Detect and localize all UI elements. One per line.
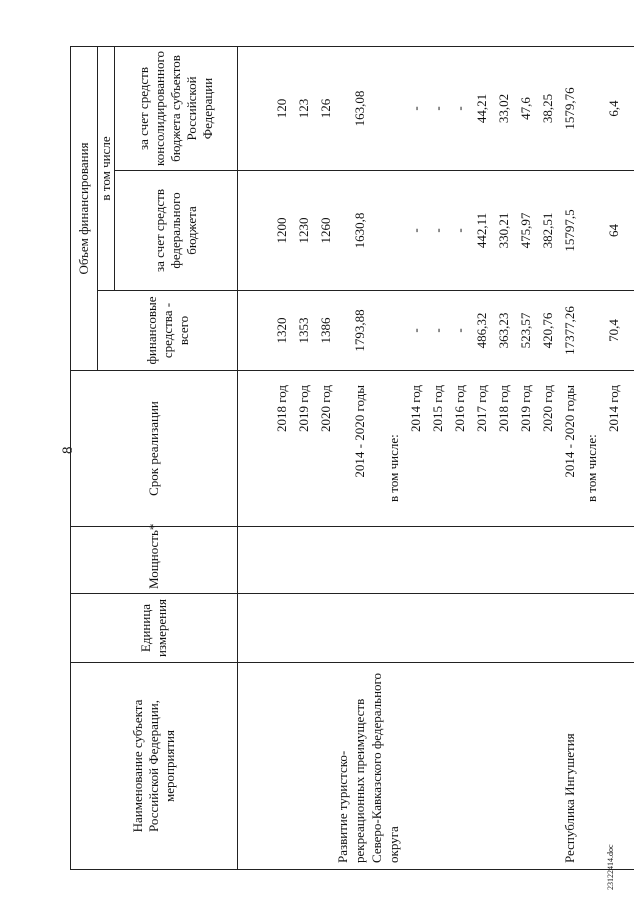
cell-regional: - <box>402 46 424 170</box>
cell-regional: 1579,76 <box>556 46 578 170</box>
cell-federal: 442,11 <box>468 171 490 291</box>
cell-total: - <box>446 291 468 371</box>
cell-regional: 33,02 <box>490 46 512 170</box>
cell-total: 363,23 <box>490 291 512 371</box>
cell-total: - <box>402 291 424 371</box>
table-row <box>290 46 312 869</box>
table-row <box>534 46 556 869</box>
cell-federal: 330,21 <box>490 171 512 291</box>
table-row <box>238 46 269 869</box>
cell-term: 2017 год <box>468 371 490 527</box>
cell-term: 2019 год <box>290 371 312 527</box>
cell-term: 2018 год <box>490 371 512 527</box>
cell-regional: 123 <box>290 46 312 170</box>
cell-total: 1320 <box>268 291 290 371</box>
cell-term: 2018 год <box>268 371 290 527</box>
cell-regional: 6,4 <box>600 46 622 170</box>
table-row <box>600 46 622 869</box>
cell-regional: - <box>446 46 468 170</box>
cell-total: 70,4 <box>600 291 622 371</box>
cell-federal: - <box>446 171 468 291</box>
header-term: Срок реализации <box>71 371 238 527</box>
table-row <box>424 46 446 869</box>
header-capacity: Мощность* <box>71 527 238 594</box>
cell-federal: 1200 <box>268 171 290 291</box>
cell-term: в том числе: <box>578 371 600 527</box>
cell-regional: 120 <box>268 46 290 170</box>
cell-federal: 475,97 <box>512 171 534 291</box>
cell-regional: 47,6 <box>512 46 534 170</box>
cell-regional: 126 <box>312 46 334 170</box>
table-body <box>238 46 635 869</box>
header-federal: за счет средств федерального бюджета <box>115 171 238 291</box>
cell-federal: 64 <box>600 171 622 291</box>
cell-total: 1353 <box>290 291 312 371</box>
cell-federal: 1630,8 <box>334 171 368 291</box>
cell-federal: - <box>424 171 446 291</box>
cell-term: 2020 год <box>534 371 556 527</box>
cell-term: 2016 год <box>446 371 468 527</box>
table-row <box>556 46 578 869</box>
table-row <box>578 46 600 869</box>
table-row <box>312 46 334 869</box>
header-name: Наименование субъекта Российской Федерации, мероприятия <box>71 663 238 870</box>
cell-total: - <box>424 291 446 371</box>
cell-term: 2020 год <box>312 371 334 527</box>
cell-term: 2014 год <box>600 371 622 527</box>
cell-federal: 1260 <box>312 171 334 291</box>
header-including: в том числе <box>98 46 115 290</box>
cell-total: 523,57 <box>512 291 534 371</box>
financing-table <box>70 46 634 870</box>
cell-federal: - <box>402 171 424 291</box>
header-regional: за счет средств консолидированного бюджета субъектов Российской Федерации <box>115 46 238 170</box>
table-row <box>622 46 634 869</box>
table-row <box>512 46 534 869</box>
table-row <box>468 46 490 869</box>
table-row <box>402 46 424 869</box>
cell-total: 17377,26 <box>556 291 578 371</box>
header-financing: Объем финансирования <box>71 46 98 370</box>
header-total: финансовые средства - всего <box>98 291 238 371</box>
page-number: 8 <box>60 446 76 454</box>
cell-term: 2014 - 2020 годы <box>334 371 368 527</box>
table-row <box>490 46 512 869</box>
table-header <box>71 46 238 869</box>
header-unit: Единица измерения <box>71 594 238 663</box>
cell-total: 1386 <box>312 291 334 371</box>
cell-term: 2019 год <box>512 371 534 527</box>
cell-term: 2015 год <box>424 371 446 527</box>
table-row <box>334 46 368 869</box>
cell-federal: 15797,5 <box>556 171 578 291</box>
cell-federal: 1230 <box>290 171 312 291</box>
table-row <box>446 46 468 869</box>
cell-regional: - <box>424 46 446 170</box>
cell-regional: 38,25 <box>534 46 556 170</box>
cell-term: в том числе: <box>368 371 402 527</box>
cell-regional: 44,21 <box>468 46 490 170</box>
cell-region-name: Республика Ингушетия <box>556 663 578 870</box>
table-row <box>268 46 290 869</box>
cell-federal: 382,51 <box>534 171 556 291</box>
document-code: 23122414.doc <box>606 844 615 890</box>
cell-term: 2014 - 2020 годы <box>556 371 578 527</box>
cell-total: 420,76 <box>534 291 556 371</box>
cell-regional: 163,08 <box>334 46 368 170</box>
cell-activity-name: Развитие туристско-рекреационных преимуществ Северо-Кавказского федерального округа <box>334 663 402 870</box>
cell-total: 486,32 <box>468 291 490 371</box>
cell-term: 2014 год <box>402 371 424 527</box>
cell-total: 1793,88 <box>334 291 368 371</box>
